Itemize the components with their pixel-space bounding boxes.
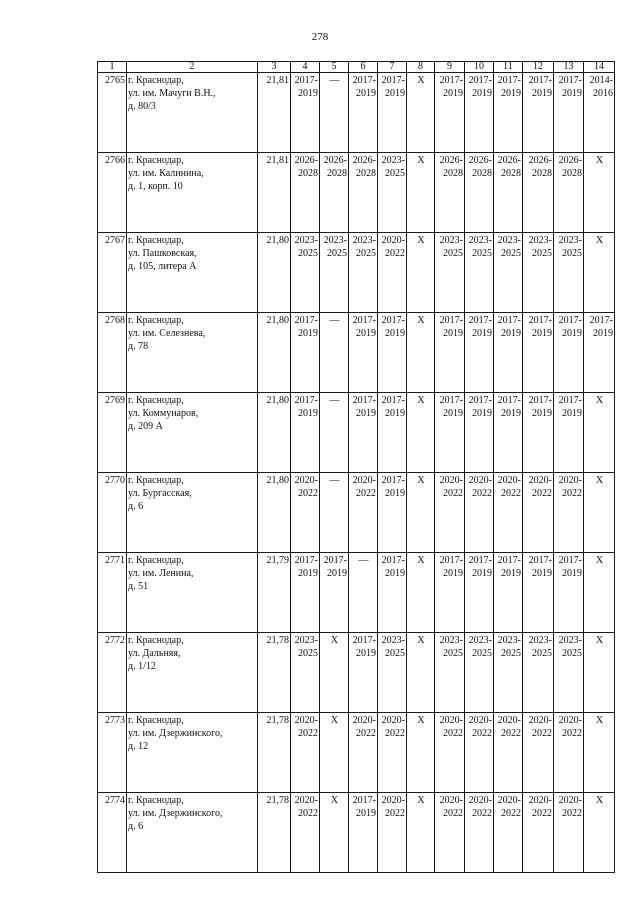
period-cell: 2017- 2019 [349,393,378,473]
period-cell: 2017- 2019 [435,553,465,633]
row-number: 2773 [98,713,127,793]
column-number: 10 [465,62,494,73]
period-cell: 2023- 2025 [494,633,523,713]
period-cell: 2017- 2019 [378,73,407,153]
period-cell: 2017- 2019 [378,393,407,473]
address-line: г. Краснодар, [128,155,184,166]
table-row [98,233,615,313]
address-line: д. 209 А [128,421,163,432]
column-number: 11 [494,62,523,73]
period-cell: X [407,233,435,313]
period-cell: 2017- 2019 [494,393,523,473]
period-cell: 2017- 2019 [554,313,584,393]
period-cell: X [584,793,615,873]
address-line: д. 6 [128,821,144,832]
row-number: 2770 [98,473,127,553]
period-cell: 2023- 2025 [435,633,465,713]
period-cell: 2017- 2019 [435,313,465,393]
row-number: 2768 [98,313,127,393]
period-cell: 2017- 2019 [465,73,494,153]
address-cell [127,793,258,873]
column-number: 13 [554,62,584,73]
period-cell: 2026- 2028 [554,153,584,233]
column-number: 2 [127,62,258,73]
table-row [98,713,615,793]
value-cell: 21,78 [258,793,291,873]
address-cell [127,153,258,233]
period-cell: 2017- 2019 [378,553,407,633]
period-cell: — [320,313,349,393]
address-line: д. 80/3 [128,101,156,112]
period-cell: 2026- 2028 [494,153,523,233]
address-line: г. Краснодар, [128,75,184,86]
address-line: г. Краснодар, [128,555,184,566]
period-cell: 2026- 2028 [435,153,465,233]
period-cell: 2026- 2028 [465,153,494,233]
period-cell: 2026- 2028 [349,153,378,233]
period-cell: 2017- 2019 [465,313,494,393]
period-cell: 2017- 2019 [435,73,465,153]
period-cell: 2026- 2028 [523,153,554,233]
address-line: г. Краснодар, [128,715,184,726]
period-cell: X [407,473,435,553]
address-line: г. Краснодар, [128,795,184,806]
period-cell: 2023- 2025 [320,233,349,313]
period-cell: 2017- 2019 [494,553,523,633]
period-cell: 2026- 2028 [320,153,349,233]
address-line: г. Краснодар, [128,315,184,326]
value-cell: 21,80 [258,473,291,553]
period-cell: 2017- 2019 [554,553,584,633]
period-cell: 2020- 2022 [435,713,465,793]
period-cell: 2014- 2016 [584,73,615,153]
period-cell: 2023- 2025 [349,233,378,313]
value-cell: 21,79 [258,553,291,633]
period-cell: 2017- 2019 [349,633,378,713]
period-cell: X [407,153,435,233]
period-cell: X [407,713,435,793]
address-line: ул. Коммунаров, [128,408,199,419]
period-cell: X [407,633,435,713]
period-cell: 2020- 2022 [291,713,320,793]
period-cell: X [584,633,615,713]
address-cell [127,393,258,473]
address-cell [127,713,258,793]
address-line: д. 51 [128,581,149,592]
period-cell: X [407,313,435,393]
period-cell: X [584,153,615,233]
table-row [98,793,615,873]
period-cell: X [584,713,615,793]
address-line: ул. им. Ленина, [128,568,194,579]
table-row [98,153,615,233]
period-cell: 2020- 2022 [435,793,465,873]
address-cell [127,313,258,393]
column-number: 6 [349,62,378,73]
period-cell: 2023- 2025 [554,633,584,713]
table-row [98,473,615,553]
period-cell: 2020- 2022 [378,713,407,793]
address-cell [127,73,258,153]
period-cell: 2017- 2019 [320,553,349,633]
period-cell: 2020- 2022 [349,713,378,793]
period-cell: — [349,553,378,633]
period-cell: — [320,393,349,473]
period-cell: X [584,473,615,553]
period-cell: 2020- 2022 [378,233,407,313]
address-line: ул. им. Дзержинского, [128,728,223,739]
period-cell: 2017- 2019 [291,393,320,473]
period-cell: 2023- 2025 [554,233,584,313]
row-number: 2771 [98,553,127,633]
period-cell: — [320,73,349,153]
period-cell: 2017- 2019 [523,553,554,633]
value-cell: 21,78 [258,633,291,713]
row-number: 2769 [98,393,127,473]
period-cell: 2017- 2019 [349,793,378,873]
period-cell: X [584,393,615,473]
period-cell: 2017- 2019 [349,313,378,393]
page-number: 278 [311,31,329,43]
period-cell: 2026- 2028 [291,153,320,233]
value-cell: 21,80 [258,233,291,313]
period-cell: 2020- 2022 [523,793,554,873]
address-line: ул. им. Дзержинского, [128,808,223,819]
period-cell: X [407,553,435,633]
period-cell: 2020- 2022 [465,473,494,553]
period-cell: 2020- 2022 [494,793,523,873]
address-line: д. 105, литера А [128,261,197,272]
period-cell: 2023- 2025 [523,633,554,713]
address-line: ул. им. Калинина, [128,168,204,179]
row-number: 2774 [98,793,127,873]
period-cell: 2020- 2022 [465,713,494,793]
period-cell: 2017- 2019 [378,473,407,553]
period-cell: 2023- 2025 [291,633,320,713]
period-cell: 2017- 2019 [465,393,494,473]
table-row [98,73,615,153]
period-cell: 2020- 2022 [291,793,320,873]
address-line: г. Краснодар, [128,395,184,406]
column-number: 14 [584,62,615,73]
column-number: 4 [291,62,320,73]
value-cell: 21,81 [258,73,291,153]
column-number: 1 [98,62,127,73]
period-cell: 2023- 2025 [378,633,407,713]
address-cell [127,233,258,313]
address-line: г. Краснодар, [128,235,184,246]
column-number: 9 [435,62,465,73]
table-row [98,393,615,473]
period-cell: 2017- 2019 [349,73,378,153]
address-line: д. 1/12 [128,661,156,672]
column-number: 7 [378,62,407,73]
period-cell: 2020- 2022 [349,473,378,553]
housing-register-table [97,61,615,873]
table-body [98,62,615,873]
row-number: 2772 [98,633,127,713]
address-line: д. 78 [128,341,149,352]
period-cell: 2023- 2025 [494,233,523,313]
address-line: ул. им. Мачуги В.Н., [128,88,216,99]
table-row [98,313,615,393]
row-number: 2765 [98,73,127,153]
address-cell [127,553,258,633]
value-cell: 21,78 [258,713,291,793]
period-cell: 2017- 2019 [465,553,494,633]
value-cell: 21,80 [258,313,291,393]
period-cell: 2023- 2025 [435,233,465,313]
address-line: ул. им. Селезнева, [128,328,206,339]
period-cell: 2017- 2019 [291,73,320,153]
period-cell: 2017- 2019 [554,393,584,473]
address-line: ул. Пашковская, [128,248,197,259]
period-cell: 2017- 2019 [291,313,320,393]
period-cell: 2020- 2022 [465,793,494,873]
period-cell: 2017- 2019 [523,313,554,393]
period-cell: 2023- 2025 [523,233,554,313]
period-cell: 2017- 2019 [494,73,523,153]
period-cell: 2020- 2022 [554,793,584,873]
column-number: 12 [523,62,554,73]
period-cell: 2023- 2025 [378,153,407,233]
period-cell: 2017- 2019 [523,73,554,153]
address-line: д. 1, корп. 10 [128,181,183,192]
period-cell: 2020- 2022 [554,713,584,793]
column-number-row [98,62,615,73]
period-cell: 2017- 2019 [523,393,554,473]
value-cell: 21,80 [258,393,291,473]
address-line: д. 12 [128,741,149,752]
period-cell: X [320,633,349,713]
period-cell: 2020- 2022 [523,473,554,553]
row-number: 2767 [98,233,127,313]
period-cell: X [407,393,435,473]
period-cell: 2020- 2022 [291,473,320,553]
period-cell: — [320,473,349,553]
period-cell: 2017- 2019 [584,313,615,393]
table-row [98,633,615,713]
period-cell: X [584,553,615,633]
column-number: 3 [258,62,291,73]
address-line: ул. Бургасская, [128,488,192,499]
period-cell: 2020- 2022 [494,473,523,553]
period-cell: 2020- 2022 [435,473,465,553]
period-cell: X [584,233,615,313]
period-cell: X [407,793,435,873]
period-cell: 2023- 2025 [291,233,320,313]
period-cell: 2020- 2022 [378,793,407,873]
period-cell: X [407,73,435,153]
period-cell: 2017- 2019 [378,313,407,393]
period-cell: 2023- 2025 [465,233,494,313]
address-cell [127,473,258,553]
period-cell: 2017- 2019 [291,553,320,633]
row-number: 2766 [98,153,127,233]
address-cell [127,633,258,713]
address-line: г. Краснодар, [128,475,184,486]
address-line: г. Краснодар, [128,635,184,646]
period-cell: X [320,713,349,793]
period-cell: 2017- 2019 [554,73,584,153]
period-cell: 2020- 2022 [523,713,554,793]
address-line: д. 6 [128,501,144,512]
period-cell: X [320,793,349,873]
period-cell: 2017- 2019 [494,313,523,393]
column-number: 8 [407,62,435,73]
period-cell: 2020- 2022 [494,713,523,793]
period-cell: 2017- 2019 [435,393,465,473]
column-number: 5 [320,62,349,73]
table-row [98,553,615,633]
period-cell: 2020- 2022 [554,473,584,553]
value-cell: 21,81 [258,153,291,233]
address-line: ул. Дальняя, [128,648,181,659]
period-cell: 2023- 2025 [465,633,494,713]
